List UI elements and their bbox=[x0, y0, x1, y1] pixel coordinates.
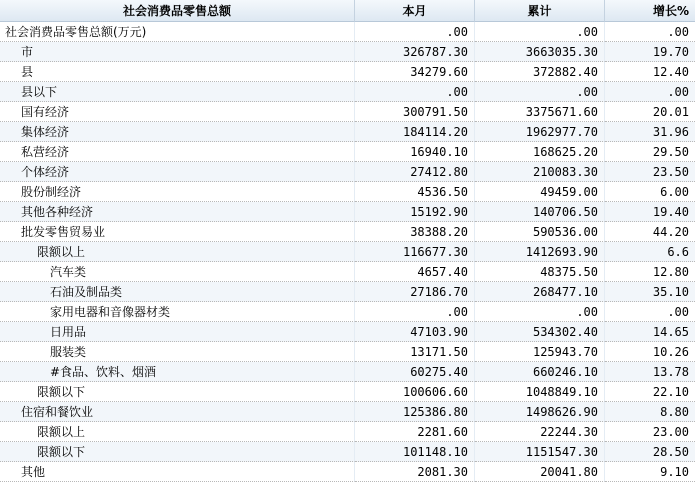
row-cumulative-value: 268477.10 bbox=[475, 282, 605, 302]
row-cumulative-value: 22244.30 bbox=[475, 422, 605, 442]
row-growth-value: 28.50 bbox=[605, 442, 695, 462]
row-name: 国有经济 bbox=[0, 102, 355, 122]
row-cumulative-value: 140706.50 bbox=[475, 202, 605, 222]
row-month-value: 2281.60 bbox=[355, 422, 475, 442]
row-cumulative-value: 590536.00 bbox=[475, 222, 605, 242]
table-row bbox=[0, 122, 695, 142]
row-cumulative-value: 20041.80 bbox=[475, 462, 605, 482]
header-month: 本月 bbox=[355, 0, 475, 22]
row-month-value: 27186.70 bbox=[355, 282, 475, 302]
row-month-value: 4657.40 bbox=[355, 262, 475, 282]
row-month-value: 184114.20 bbox=[355, 122, 475, 142]
row-growth-value: 44.20 bbox=[605, 222, 695, 242]
row-growth-value: 10.26 bbox=[605, 342, 695, 362]
row-growth-value: 9.10 bbox=[605, 462, 695, 482]
row-cumulative-value: 1151547.30 bbox=[475, 442, 605, 462]
row-cumulative-value: 49459.00 bbox=[475, 182, 605, 202]
table-row bbox=[0, 302, 695, 322]
row-growth-value: 12.80 bbox=[605, 262, 695, 282]
row-cumulative-value: 1498626.90 bbox=[475, 402, 605, 422]
table-row bbox=[0, 102, 695, 122]
row-name: 限额以上 bbox=[0, 242, 355, 262]
row-name: 县以下 bbox=[0, 82, 355, 102]
row-name: #食品、饮料、烟酒 bbox=[0, 362, 355, 382]
row-name: 集体经济 bbox=[0, 122, 355, 142]
row-month-value: .00 bbox=[355, 302, 475, 322]
row-cumulative-value: .00 bbox=[475, 302, 605, 322]
table-row bbox=[0, 42, 695, 62]
table-row bbox=[0, 262, 695, 282]
row-month-value: 34279.60 bbox=[355, 62, 475, 82]
row-growth-value: 20.01 bbox=[605, 102, 695, 122]
table-row bbox=[0, 202, 695, 222]
row-name: 服装类 bbox=[0, 342, 355, 362]
row-name: 限额以下 bbox=[0, 442, 355, 462]
table-row bbox=[0, 242, 695, 262]
row-name: 住宿和餐饮业 bbox=[0, 402, 355, 422]
row-cumulative-value: 48375.50 bbox=[475, 262, 605, 282]
row-name: 汽车类 bbox=[0, 262, 355, 282]
row-month-value: 2081.30 bbox=[355, 462, 475, 482]
row-name: 批发零售贸易业 bbox=[0, 222, 355, 242]
row-name: 限额以上 bbox=[0, 422, 355, 442]
row-name: 市 bbox=[0, 42, 355, 62]
row-month-value: 100606.60 bbox=[355, 382, 475, 402]
row-name: 其他各种经济 bbox=[0, 202, 355, 222]
row-growth-value: 6.00 bbox=[605, 182, 695, 202]
row-name: 限额以下 bbox=[0, 382, 355, 402]
row-growth-value: 29.50 bbox=[605, 142, 695, 162]
row-growth-value: 13.78 bbox=[605, 362, 695, 382]
table-row bbox=[0, 422, 695, 442]
row-cumulative-value: 168625.20 bbox=[475, 142, 605, 162]
row-month-value: 27412.80 bbox=[355, 162, 475, 182]
row-cumulative-value: .00 bbox=[475, 22, 605, 42]
row-growth-value: 19.70 bbox=[605, 42, 695, 62]
table-row bbox=[0, 402, 695, 422]
table-row bbox=[0, 82, 695, 102]
table-row bbox=[0, 22, 695, 42]
row-growth-value: .00 bbox=[605, 82, 695, 102]
table-row bbox=[0, 382, 695, 402]
row-name: 其他 bbox=[0, 462, 355, 482]
row-growth-value: 19.40 bbox=[605, 202, 695, 222]
row-month-value: 300791.50 bbox=[355, 102, 475, 122]
row-name: 日用品 bbox=[0, 322, 355, 342]
row-month-value: .00 bbox=[355, 82, 475, 102]
row-month-value: 38388.20 bbox=[355, 222, 475, 242]
table-row bbox=[0, 282, 695, 302]
row-cumulative-value: 125943.70 bbox=[475, 342, 605, 362]
row-growth-value: 22.10 bbox=[605, 382, 695, 402]
row-month-value: 101148.10 bbox=[355, 442, 475, 462]
row-growth-value: .00 bbox=[605, 22, 695, 42]
row-name: 石油及制品类 bbox=[0, 282, 355, 302]
table-row bbox=[0, 182, 695, 202]
row-cumulative-value: 210083.30 bbox=[475, 162, 605, 182]
row-month-value: 13171.50 bbox=[355, 342, 475, 362]
row-cumulative-value: .00 bbox=[475, 82, 605, 102]
table-row bbox=[0, 462, 695, 482]
row-month-value: .00 bbox=[355, 22, 475, 42]
row-growth-value: 14.65 bbox=[605, 322, 695, 342]
row-name: 社会消费品零售总额(万元) bbox=[0, 22, 355, 42]
row-growth-value: 35.10 bbox=[605, 282, 695, 302]
table-row bbox=[0, 362, 695, 382]
row-growth-value: 8.80 bbox=[605, 402, 695, 422]
row-month-value: 15192.90 bbox=[355, 202, 475, 222]
row-cumulative-value: 534302.40 bbox=[475, 322, 605, 342]
table-header bbox=[0, 0, 695, 22]
row-growth-value: 6.6 bbox=[605, 242, 695, 262]
header-cumulative: 累计 bbox=[475, 0, 605, 22]
row-growth-value: 31.96 bbox=[605, 122, 695, 142]
row-month-value: 4536.50 bbox=[355, 182, 475, 202]
row-cumulative-value: 1962977.70 bbox=[475, 122, 605, 142]
table-row bbox=[0, 162, 695, 182]
row-name: 家用电器和音像器材类 bbox=[0, 302, 355, 322]
row-month-value: 47103.90 bbox=[355, 322, 475, 342]
row-month-value: 116677.30 bbox=[355, 242, 475, 262]
row-cumulative-value: 1048849.10 bbox=[475, 382, 605, 402]
table-body bbox=[0, 22, 695, 482]
row-name: 股份制经济 bbox=[0, 182, 355, 202]
row-month-value: 326787.30 bbox=[355, 42, 475, 62]
row-month-value: 60275.40 bbox=[355, 362, 475, 382]
table-row bbox=[0, 342, 695, 362]
row-name: 县 bbox=[0, 62, 355, 82]
row-growth-value: 12.40 bbox=[605, 62, 695, 82]
row-month-value: 125386.80 bbox=[355, 402, 475, 422]
table-row bbox=[0, 222, 695, 242]
row-name: 个体经济 bbox=[0, 162, 355, 182]
row-growth-value: 23.00 bbox=[605, 422, 695, 442]
table-row bbox=[0, 62, 695, 82]
table-row bbox=[0, 442, 695, 462]
row-growth-value: .00 bbox=[605, 302, 695, 322]
table-row bbox=[0, 142, 695, 162]
row-cumulative-value: 1412693.90 bbox=[475, 242, 605, 262]
row-growth-value: 23.50 bbox=[605, 162, 695, 182]
header-name: 社会消费品零售总额 bbox=[0, 0, 355, 22]
row-cumulative-value: 3375671.60 bbox=[475, 102, 605, 122]
row-cumulative-value: 3663035.30 bbox=[475, 42, 605, 62]
header-growth: 增长% bbox=[605, 0, 695, 22]
row-cumulative-value: 372882.40 bbox=[475, 62, 605, 82]
row-cumulative-value: 660246.10 bbox=[475, 362, 605, 382]
row-name: 私营经济 bbox=[0, 142, 355, 162]
table-row bbox=[0, 322, 695, 342]
row-month-value: 16940.10 bbox=[355, 142, 475, 162]
